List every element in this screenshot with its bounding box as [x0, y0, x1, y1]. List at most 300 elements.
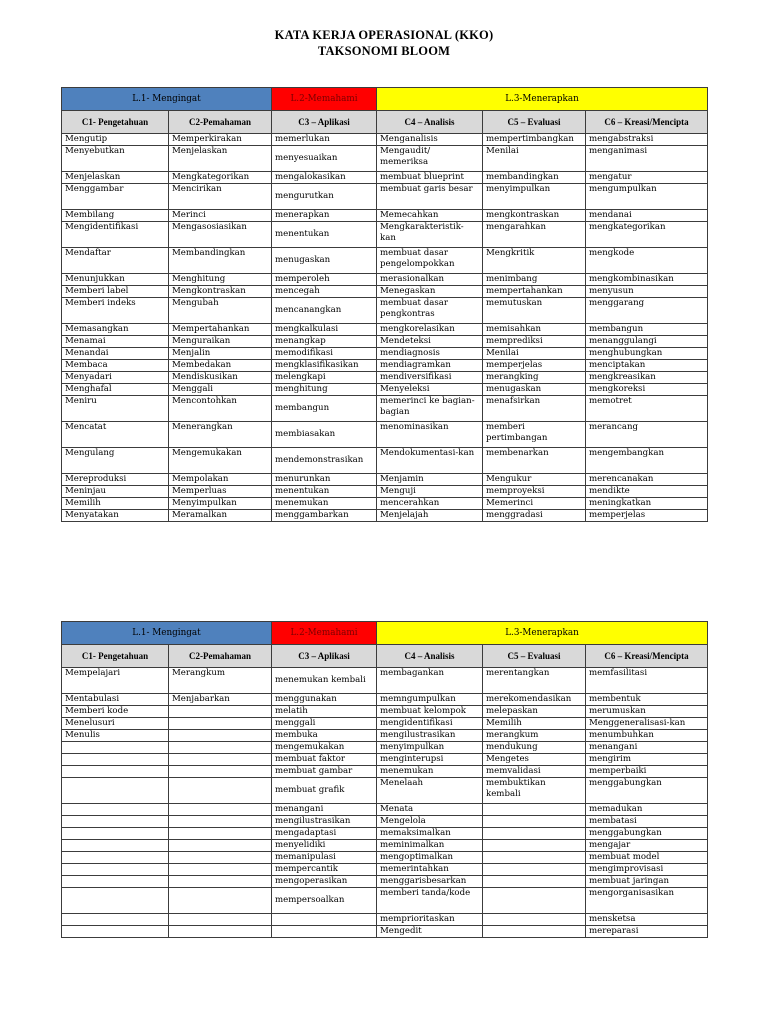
cell-c2-pemahaman: [169, 804, 272, 816]
cell-c6-kreasi: mensketsa: [586, 914, 708, 926]
cell-c3-aplikasi: mengilustrasikan: [272, 816, 377, 828]
table-row: [62, 298, 708, 324]
cell-c6-kreasi: mengkoreksi: [586, 384, 708, 396]
cell-c4-analisis: memngumpulkan: [377, 694, 483, 706]
cell-c3-aplikasi: mengalokasikan: [272, 172, 377, 184]
cell-c1-pengetahuan: Mentabulasi: [62, 694, 169, 706]
cell-c6-kreasi: menggarang: [586, 298, 708, 324]
cell-c4-analisis: mengidentifikasi: [377, 718, 483, 730]
cell-c2-pemahaman: Mengemukakan: [169, 448, 272, 474]
table-row: [62, 876, 708, 888]
cell-c1-pengetahuan: [62, 840, 169, 852]
cell-c3-aplikasi: mengurutkan: [272, 184, 377, 210]
cell-c2-pemahaman: [169, 754, 272, 766]
cell-c6-kreasi: mengumpulkan: [586, 184, 708, 210]
cell-c6-kreasi: memotret: [586, 396, 708, 422]
table-row: [62, 754, 708, 766]
category-c4-header: C4 – Analisis: [377, 111, 483, 134]
cell-c1-pengetahuan: Mereproduksi: [62, 474, 169, 486]
cell-c1-pengetahuan: Mendaftar: [62, 248, 169, 274]
level-2-header: L.2-Memahami: [272, 88, 377, 111]
cell-c2-pemahaman: [169, 852, 272, 864]
cell-c4-analisis: Menjelajah: [377, 510, 483, 522]
cell-c1-pengetahuan: [62, 888, 169, 914]
cell-c6-kreasi: mengabstraksi: [586, 134, 708, 146]
cell-c2-pemahaman: Memperluas: [169, 486, 272, 498]
cell-c2-pemahaman: Menyimpulkan: [169, 498, 272, 510]
table-row: [62, 926, 708, 938]
category-c2-header: C2-Pemahaman: [169, 645, 272, 668]
cell-c3-aplikasi: memodifikasi: [272, 348, 377, 360]
cell-c6-kreasi: mengkombinasikan: [586, 274, 708, 286]
cell-c1-pengetahuan: Memasangkan: [62, 324, 169, 336]
cell-c6-kreasi: memadukan: [586, 804, 708, 816]
cell-c5-evaluasi: memberi pertimbangan: [483, 422, 586, 448]
table-row: [62, 146, 708, 172]
cell-c1-pengetahuan: [62, 804, 169, 816]
cell-c5-evaluasi: menugaskan: [483, 384, 586, 396]
cell-c1-pengetahuan: [62, 766, 169, 778]
category-c4-header: C4 – Analisis: [377, 645, 483, 668]
category-c2-header: C2-Pemahaman: [169, 111, 272, 134]
table-row: [62, 274, 708, 286]
cell-c3-aplikasi: membuat faktor: [272, 754, 377, 766]
cell-c6-kreasi: mengajar: [586, 840, 708, 852]
cell-c3-aplikasi: menentukan: [272, 486, 377, 498]
cell-c2-pemahaman: [169, 888, 272, 914]
cell-c1-pengetahuan: Mencatat: [62, 422, 169, 448]
table-row: [62, 422, 708, 448]
cell-c3-aplikasi: membiasakan: [272, 422, 377, 448]
table-row: [62, 348, 708, 360]
category-c5-header: C5 – Evaluasi: [483, 645, 586, 668]
cell-c5-evaluasi: merangkum: [483, 730, 586, 742]
cell-c5-evaluasi: memvalidasi: [483, 766, 586, 778]
cell-c4-analisis: Mengelola: [377, 816, 483, 828]
cell-c6-kreasi: menghubungkan: [586, 348, 708, 360]
kko-table-2: [61, 621, 708, 938]
cell-c4-analisis: mendiversifikasi: [377, 372, 483, 384]
category-c1-header: C1- Pengetahuan: [62, 645, 169, 668]
cell-c2-pemahaman: Menjelaskan: [169, 146, 272, 172]
table-row: [62, 336, 708, 348]
cell-c3-aplikasi: mengkalkulasi: [272, 324, 377, 336]
table-row: [62, 840, 708, 852]
category-c6-header: C6 – Kreasi/Mencipta: [586, 645, 708, 668]
cell-c4-analisis: Menjamin: [377, 474, 483, 486]
cell-c3-aplikasi: mempersoalkan: [272, 888, 377, 914]
cell-c3-aplikasi: mengklasifikasikan: [272, 360, 377, 372]
document-title: KATA KERJA OPERASIONAL (KKO): [274, 28, 494, 42]
cell-c1-pengetahuan: Menandai: [62, 348, 169, 360]
cell-c6-kreasi: membentuk: [586, 694, 708, 706]
cell-c6-kreasi: memperjelas: [586, 510, 708, 522]
cell-c2-pemahaman: [169, 926, 272, 938]
kko-table-1: [61, 87, 708, 522]
cell-c5-evaluasi: Mengukur: [483, 474, 586, 486]
category-c5-header: C5 – Evaluasi: [483, 111, 586, 134]
cell-c2-pemahaman: Mengubah: [169, 298, 272, 324]
cell-c6-kreasi: mengatur: [586, 172, 708, 184]
cell-c5-evaluasi: memprediksi: [483, 336, 586, 348]
cell-c1-pengetahuan: Menyatakan: [62, 510, 169, 522]
cell-c6-kreasi: merancang: [586, 422, 708, 448]
cell-c2-pemahaman: [169, 864, 272, 876]
cell-c4-analisis: mendiagnosis: [377, 348, 483, 360]
cell-c3-aplikasi: menangkap: [272, 336, 377, 348]
cell-c4-analisis: mengilustrasikan: [377, 730, 483, 742]
document-subtitle: TAKSONOMI BLOOM: [317, 44, 451, 58]
cell-c3-aplikasi: menyelidiki: [272, 840, 377, 852]
cell-c2-pemahaman: Menghitung: [169, 274, 272, 286]
cell-c4-analisis: Mengedit: [377, 926, 483, 938]
cell-c2-pemahaman: [169, 914, 272, 926]
cell-c4-analisis: mengoptimalkan: [377, 852, 483, 864]
level-3-header: L.3-Menerapkan: [377, 622, 708, 645]
cell-c5-evaluasi: merentangkan: [483, 668, 586, 694]
cell-c4-analisis: memerinci ke bagian-bagian: [377, 396, 483, 422]
cell-c3-aplikasi: [272, 926, 377, 938]
cell-c6-kreasi: mengimprovisasi: [586, 864, 708, 876]
cell-c2-pemahaman: Merinci: [169, 210, 272, 222]
level-1-header: L.1- Mengingat: [62, 622, 272, 645]
level-2-header: L.2-Memahami: [272, 622, 377, 645]
cell-c4-analisis: Menganalisis: [377, 134, 483, 146]
cell-c6-kreasi: membangun: [586, 324, 708, 336]
cell-c6-kreasi: membuat model: [586, 852, 708, 864]
cell-c4-analisis: Menguji: [377, 486, 483, 498]
table-row: [62, 210, 708, 222]
cell-c3-aplikasi: memperoleh: [272, 274, 377, 286]
cell-c2-pemahaman: Mendiskusikan: [169, 372, 272, 384]
cell-c2-pemahaman: Mempolakan: [169, 474, 272, 486]
cell-c4-analisis: memprioritaskan: [377, 914, 483, 926]
cell-c2-pemahaman: Mencontohkan: [169, 396, 272, 422]
cell-c3-aplikasi: menangani: [272, 804, 377, 816]
cell-c3-aplikasi: menugaskan: [272, 248, 377, 274]
cell-c4-analisis: mendiagramkan: [377, 360, 483, 372]
cell-c6-kreasi: mengembangkan: [586, 448, 708, 474]
cell-c5-evaluasi: merangking: [483, 372, 586, 384]
cell-c6-kreasi: menumbuhkan: [586, 730, 708, 742]
cell-c2-pemahaman: [169, 828, 272, 840]
cell-c1-pengetahuan: Menggambar: [62, 184, 169, 210]
cell-c1-pengetahuan: Mengulang: [62, 448, 169, 474]
cell-c5-evaluasi: Memilih: [483, 718, 586, 730]
cell-c3-aplikasi: mengadaptasi: [272, 828, 377, 840]
cell-c6-kreasi: menganimasi: [586, 146, 708, 172]
category-c6-header: C6 – Kreasi/Mencipta: [586, 111, 708, 134]
cell-c1-pengetahuan: Mempelajari: [62, 668, 169, 694]
cell-c2-pemahaman: Menjalin: [169, 348, 272, 360]
cell-c3-aplikasi: mengoperasikan: [272, 876, 377, 888]
cell-c2-pemahaman: Merangkum: [169, 668, 272, 694]
cell-c6-kreasi: mengkreasikan: [586, 372, 708, 384]
cell-c4-analisis: memberi tanda/kode: [377, 888, 483, 914]
cell-c1-pengetahuan: Memberi kode: [62, 706, 169, 718]
cell-c6-kreasi: merumuskan: [586, 706, 708, 718]
cell-c6-kreasi: mereparasi: [586, 926, 708, 938]
cell-c5-evaluasi: [483, 852, 586, 864]
cell-c1-pengetahuan: [62, 926, 169, 938]
table-row: [62, 486, 708, 498]
category-c3-header: C3 – Aplikasi: [272, 645, 377, 668]
cell-c1-pengetahuan: [62, 914, 169, 926]
cell-c4-analisis: memerintahkan: [377, 864, 483, 876]
cell-c3-aplikasi: mencanangkan: [272, 298, 377, 324]
cell-c2-pemahaman: Menjabarkan: [169, 694, 272, 706]
table-row: [62, 384, 708, 396]
table-row: [62, 816, 708, 828]
cell-c1-pengetahuan: Memilih: [62, 498, 169, 510]
cell-c1-pengetahuan: [62, 754, 169, 766]
cell-c5-evaluasi: [483, 840, 586, 852]
cell-c6-kreasi: menangani: [586, 742, 708, 754]
cell-c4-analisis: membuat garis besar: [377, 184, 483, 210]
cell-c1-pengetahuan: Meninjau: [62, 486, 169, 498]
table-row: [62, 286, 708, 298]
table-row: [62, 134, 708, 146]
cell-c4-analisis: Memecahkan: [377, 210, 483, 222]
cell-c5-evaluasi: Mengetes: [483, 754, 586, 766]
table-row: [62, 448, 708, 474]
cell-c5-evaluasi: mengarahkan: [483, 222, 586, 248]
cell-c5-evaluasi: Memerinci: [483, 498, 586, 510]
cell-c5-evaluasi: [483, 816, 586, 828]
cell-c3-aplikasi: melengkapi: [272, 372, 377, 384]
cell-c4-analisis: membuat blueprint: [377, 172, 483, 184]
cell-c2-pemahaman: [169, 876, 272, 888]
cell-c5-evaluasi: mengkontraskan: [483, 210, 586, 222]
cell-c4-analisis: Menegaskan: [377, 286, 483, 298]
cell-c1-pengetahuan: [62, 864, 169, 876]
cell-c4-analisis: menemukan: [377, 766, 483, 778]
cell-c6-kreasi: Menggeneralisasi-kan: [586, 718, 708, 730]
cell-c3-aplikasi: mendemonstrasikan: [272, 448, 377, 474]
cell-c2-pemahaman: [169, 778, 272, 804]
table-row: [62, 474, 708, 486]
cell-c1-pengetahuan: Menunjukkan: [62, 274, 169, 286]
cell-c3-aplikasi: membuat grafik: [272, 778, 377, 804]
cell-c5-evaluasi: [483, 864, 586, 876]
cell-c4-analisis: Menata: [377, 804, 483, 816]
cell-c6-kreasi: menyusun: [586, 286, 708, 298]
table-row: [62, 172, 708, 184]
cell-c1-pengetahuan: Mengidentifikasi: [62, 222, 169, 248]
cell-c4-analisis: membuat dasar pengkontras: [377, 298, 483, 324]
table-row: [62, 510, 708, 522]
cell-c4-analisis: menginterupsi: [377, 754, 483, 766]
cell-c6-kreasi: memperbaiki: [586, 766, 708, 778]
cell-c5-evaluasi: [483, 888, 586, 914]
cell-c5-evaluasi: [483, 828, 586, 840]
category-c1-header: C1- Pengetahuan: [62, 111, 169, 134]
cell-c6-kreasi: menggabungkan: [586, 828, 708, 840]
cell-c6-kreasi: merencanakan: [586, 474, 708, 486]
cell-c3-aplikasi: menemukan: [272, 498, 377, 510]
table-row: [62, 864, 708, 876]
cell-c1-pengetahuan: [62, 828, 169, 840]
cell-c3-aplikasi: menentukan: [272, 222, 377, 248]
table-row: [62, 248, 708, 274]
table-row: [62, 324, 708, 336]
table-row: [62, 828, 708, 840]
cell-c1-pengetahuan: Menghafal: [62, 384, 169, 396]
cell-c5-evaluasi: membenarkan: [483, 448, 586, 474]
cell-c5-evaluasi: mempertahankan: [483, 286, 586, 298]
cell-c1-pengetahuan: [62, 742, 169, 754]
cell-c3-aplikasi: menerapkan: [272, 210, 377, 222]
table-row: [62, 778, 708, 804]
cell-c4-analisis: menggarisbesarkan: [377, 876, 483, 888]
cell-c5-evaluasi: [483, 804, 586, 816]
cell-c6-kreasi: mendanai: [586, 210, 708, 222]
category-c3-header: C3 – Aplikasi: [272, 111, 377, 134]
cell-c3-aplikasi: mempercantik: [272, 864, 377, 876]
cell-c2-pemahaman: Mengkontraskan: [169, 286, 272, 298]
table-row: [62, 694, 708, 706]
cell-c3-aplikasi: [272, 914, 377, 926]
cell-c6-kreasi: menanggulangi: [586, 336, 708, 348]
cell-c5-evaluasi: memutuskan: [483, 298, 586, 324]
cell-c5-evaluasi: [483, 876, 586, 888]
cell-c5-evaluasi: membuktikan kembali: [483, 778, 586, 804]
cell-c6-kreasi: membatasi: [586, 816, 708, 828]
cell-c3-aplikasi: memanipulasi: [272, 852, 377, 864]
table-row: [62, 730, 708, 742]
cell-c5-evaluasi: menafsirkan: [483, 396, 586, 422]
cell-c1-pengetahuan: Membaca: [62, 360, 169, 372]
cell-c4-analisis: membuat dasar pengelompokkan: [377, 248, 483, 274]
cell-c2-pemahaman: [169, 718, 272, 730]
cell-c5-evaluasi: Menilai: [483, 146, 586, 172]
cell-c4-analisis: mengkorelasikan: [377, 324, 483, 336]
cell-c2-pemahaman: Menguraikan: [169, 336, 272, 348]
cell-c6-kreasi: meningkatkan: [586, 498, 708, 510]
cell-c3-aplikasi: mencegah: [272, 286, 377, 298]
level-3-header: L.3-Menerapkan: [377, 88, 708, 111]
cell-c6-kreasi: mengkode: [586, 248, 708, 274]
cell-c5-evaluasi: [483, 914, 586, 926]
cell-c5-evaluasi: membandingkan: [483, 172, 586, 184]
cell-c4-analisis: merasionalkan: [377, 274, 483, 286]
cell-c6-kreasi: menciptakan: [586, 360, 708, 372]
cell-c2-pemahaman: Menerangkan: [169, 422, 272, 448]
table-row: [62, 914, 708, 926]
cell-c4-analisis: Menelaah: [377, 778, 483, 804]
cell-c4-analisis: membagankan: [377, 668, 483, 694]
cell-c5-evaluasi: Mengkritik: [483, 248, 586, 274]
table-row: [62, 718, 708, 730]
cell-c1-pengetahuan: Meniru: [62, 396, 169, 422]
cell-c3-aplikasi: mengemukakan: [272, 742, 377, 754]
cell-c4-analisis: memaksimalkan: [377, 828, 483, 840]
cell-c4-analisis: mencerahkan: [377, 498, 483, 510]
table-row: [62, 396, 708, 422]
cell-c2-pemahaman: Mengkategorikan: [169, 172, 272, 184]
cell-c1-pengetahuan: Menjelaskan: [62, 172, 169, 184]
cell-c2-pemahaman: Mengasosiasikan: [169, 222, 272, 248]
cell-c5-evaluasi: [483, 926, 586, 938]
cell-c6-kreasi: mendikte: [586, 486, 708, 498]
cell-c1-pengetahuan: [62, 816, 169, 828]
cell-c3-aplikasi: memerlukan: [272, 134, 377, 146]
cell-c3-aplikasi: menggambarkan: [272, 510, 377, 522]
cell-c2-pemahaman: Mencirikan: [169, 184, 272, 210]
table-row: [62, 498, 708, 510]
table-row: [62, 804, 708, 816]
cell-c5-evaluasi: memperjelas: [483, 360, 586, 372]
cell-c4-analisis: menominasikan: [377, 422, 483, 448]
table-row: [62, 668, 708, 694]
cell-c2-pemahaman: [169, 816, 272, 828]
table-row: [62, 372, 708, 384]
cell-c6-kreasi: menggabungkan: [586, 778, 708, 804]
cell-c1-pengetahuan: [62, 852, 169, 864]
cell-c3-aplikasi: menemukan kembali: [272, 668, 377, 694]
cell-c1-pengetahuan: Menyebutkan: [62, 146, 169, 172]
cell-c2-pemahaman: Membedakan: [169, 360, 272, 372]
cell-c1-pengetahuan: Memberi indeks: [62, 298, 169, 324]
table-row: [62, 888, 708, 914]
cell-c6-kreasi: mengkategorikan: [586, 222, 708, 248]
cell-c6-kreasi: memfasilitasi: [586, 668, 708, 694]
cell-c2-pemahaman: Membandingkan: [169, 248, 272, 274]
level-1-header: L.1- Mengingat: [62, 88, 272, 111]
cell-c6-kreasi: mengirim: [586, 754, 708, 766]
cell-c5-evaluasi: menggradasi: [483, 510, 586, 522]
cell-c4-analisis: menyimpulkan: [377, 742, 483, 754]
cell-c1-pengetahuan: Menyadari: [62, 372, 169, 384]
cell-c1-pengetahuan: Menelusuri: [62, 718, 169, 730]
table-row: [62, 222, 708, 248]
cell-c1-pengetahuan: Membilang: [62, 210, 169, 222]
cell-c3-aplikasi: membangun: [272, 396, 377, 422]
table-row: [62, 852, 708, 864]
cell-c3-aplikasi: menggunakan: [272, 694, 377, 706]
cell-c4-analisis: meminimalkan: [377, 840, 483, 852]
cell-c3-aplikasi: melatih: [272, 706, 377, 718]
cell-c2-pemahaman: [169, 840, 272, 852]
cell-c2-pemahaman: Menggali: [169, 384, 272, 396]
cell-c5-evaluasi: menimbang: [483, 274, 586, 286]
cell-c2-pemahaman: [169, 730, 272, 742]
table-row: [62, 184, 708, 210]
table-row: [62, 766, 708, 778]
cell-c1-pengetahuan: Memberi label: [62, 286, 169, 298]
cell-c5-evaluasi: melepaskan: [483, 706, 586, 718]
cell-c5-evaluasi: memproyeksi: [483, 486, 586, 498]
cell-c5-evaluasi: memisahkan: [483, 324, 586, 336]
cell-c1-pengetahuan: [62, 778, 169, 804]
cell-c2-pemahaman: Meramalkan: [169, 510, 272, 522]
cell-c4-analisis: Menyeleksi: [377, 384, 483, 396]
cell-c4-analisis: Mendokumentasi-kan: [377, 448, 483, 474]
cell-c2-pemahaman: [169, 766, 272, 778]
table-row: [62, 742, 708, 754]
cell-c4-analisis: membuat kelompok: [377, 706, 483, 718]
cell-c3-aplikasi: menurunkan: [272, 474, 377, 486]
cell-c5-evaluasi: mendukung: [483, 742, 586, 754]
cell-c4-analisis: Mengaudit/ memeriksa: [377, 146, 483, 172]
cell-c2-pemahaman: Memperkirakan: [169, 134, 272, 146]
table-row: [62, 360, 708, 372]
cell-c4-analisis: Mengkarakteristik-kan: [377, 222, 483, 248]
table-row: [62, 706, 708, 718]
cell-c6-kreasi: membuat jaringan: [586, 876, 708, 888]
cell-c2-pemahaman: [169, 742, 272, 754]
cell-c1-pengetahuan: [62, 876, 169, 888]
